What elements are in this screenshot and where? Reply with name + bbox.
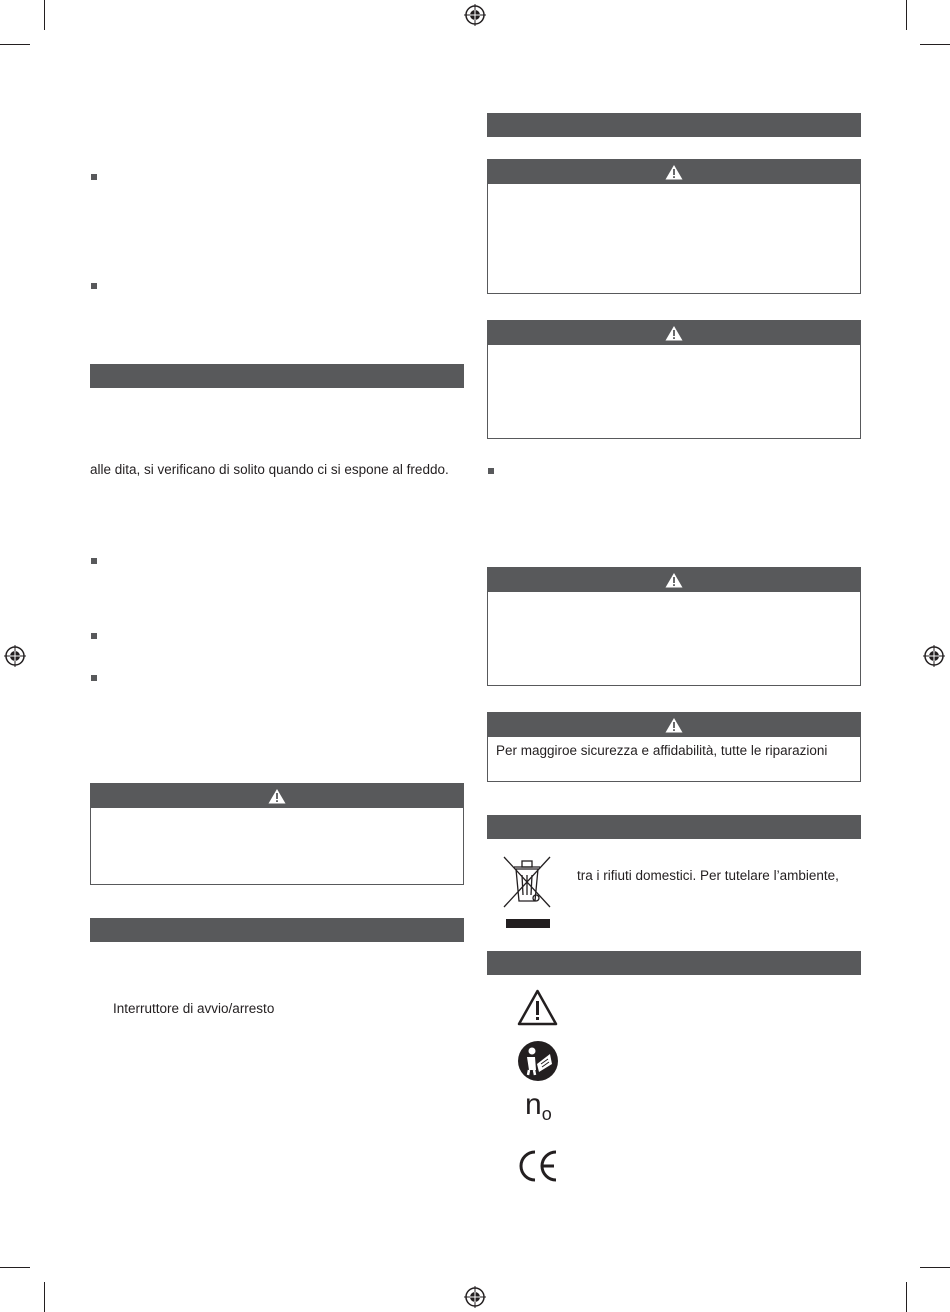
warning-triangle-icon	[665, 164, 683, 180]
list-item: Interruttore di avvio/arresto	[113, 1001, 275, 1016]
ce-mark-icon	[516, 1148, 560, 1184]
registration-mark-icon	[923, 645, 945, 667]
crop-mark	[906, 0, 907, 30]
section-heading-bar	[487, 951, 861, 975]
no-load-speed-main: n	[525, 1088, 542, 1121]
list-bullet	[488, 468, 494, 474]
list-bullet	[91, 675, 97, 681]
warning-box	[90, 783, 464, 885]
crop-mark	[44, 1282, 45, 1312]
warning-triangle-icon	[268, 788, 286, 804]
warning-box-header	[488, 321, 860, 345]
section-heading-bar	[90, 364, 464, 388]
paragraph-line: alle dita, si verificano di solito quando ci si espone al freddo.	[90, 462, 449, 477]
list-bullet	[91, 283, 97, 289]
read-manual-icon	[517, 1040, 559, 1082]
warning-box-header	[488, 568, 860, 592]
list-bullet	[91, 558, 97, 564]
warning-triangle-icon	[665, 717, 683, 733]
crop-mark	[920, 44, 950, 45]
warning-box	[487, 159, 861, 294]
registration-mark-icon	[464, 1286, 486, 1308]
list-bullet	[91, 633, 97, 639]
section-heading-bar	[487, 815, 861, 839]
service-warning-box	[487, 712, 861, 782]
registration-mark-icon	[4, 645, 26, 667]
no-load-speed-symbol	[525, 1090, 565, 1130]
registration-mark-icon	[464, 4, 486, 26]
warning-box-header	[488, 160, 860, 184]
disposal-text: tra i rifiuti domestici. Per tutelare l’ambiente,	[577, 868, 839, 883]
crop-mark	[920, 1267, 950, 1268]
warning-box-header	[488, 713, 860, 737]
crop-mark	[0, 1267, 30, 1268]
no-load-speed-subscript: o	[541, 1104, 552, 1124]
weee-crossed-bin-icon	[500, 853, 554, 931]
section-heading-bar	[487, 113, 861, 137]
warning-symbol-icon	[516, 988, 559, 1028]
warning-box	[487, 320, 861, 439]
warning-triangle-icon	[665, 572, 683, 588]
crop-mark	[906, 1282, 907, 1312]
warning-triangle-icon	[665, 325, 683, 341]
service-warning-text: Per maggiroe sicurezza e affidabilità, tutte le riparazioni	[496, 743, 828, 758]
list-bullet	[91, 174, 97, 180]
warning-box-header	[91, 784, 463, 808]
crop-mark	[44, 0, 45, 30]
crop-mark	[0, 44, 30, 45]
section-heading-bar	[90, 918, 464, 942]
warning-box	[487, 567, 861, 686]
